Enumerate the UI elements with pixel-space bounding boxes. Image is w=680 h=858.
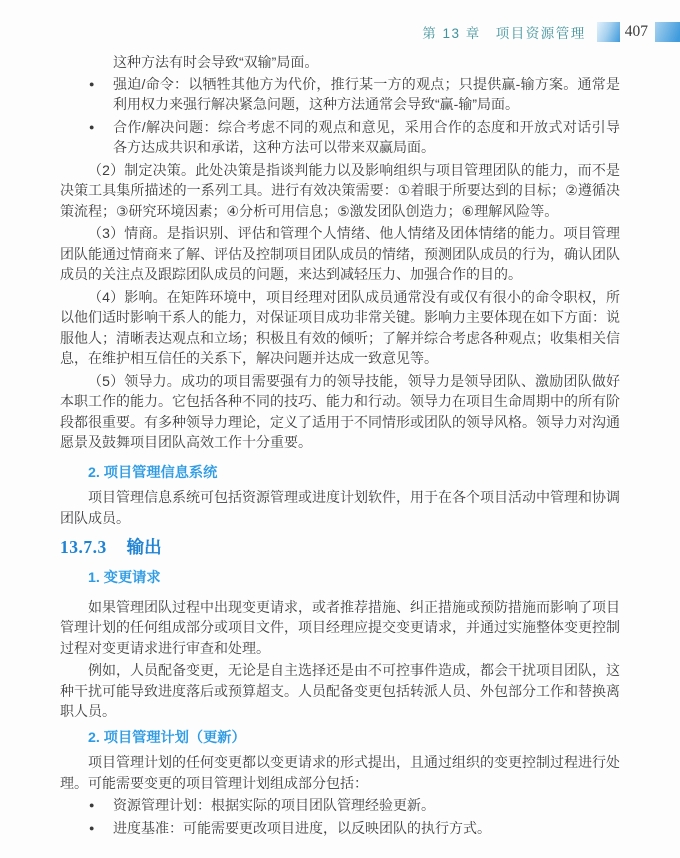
page-edge-badge-icon (655, 22, 680, 42)
paragraph-pm-plan: 项目管理计划的任何变更都以变更请求的形式提出，且通过组织的变更控制过程进行处理。可能需要变更的项目管理计划组成部分包括： (60, 754, 620, 791)
running-header (0, 21, 680, 42)
bullet-text: 资源管理计划：根据实际的项目团队管理经验更新。 (113, 797, 435, 813)
carryover-line: 这种方法有时会导致“双输”局面。 (113, 54, 319, 70)
heading-pmis: 2. 项目管理信息系统 (88, 464, 218, 481)
list-item (60, 74, 620, 115)
section-number: 13.7.3 (60, 537, 107, 557)
paragraph-influence: （4）影响。在矩阵环境中，项目经理对团队成员通常没有或仅有很小的命令职权，所以他们适时影响干系人的能力，对保证项目成功非常关键。影响力主要体现在如下方面：说服他人；清晰表达观点和立场；积极且有效的倾听；了解并综合考虑各种观点；收集相关信息，在维护相互信任的关系下，解决问题并达成一致意见等。 (60, 288, 620, 366)
paragraph-leadership: （5）领导力。成功的项目需要强有力的领导技能，领导力是领导团队、激励团队做好本职工作的能力。它包括各种不同的技巧、能力和行动。领导力在项目生命周期中的所有阶段都很重要。有多种领导力理论，定义了适用于不同情形或团队的领导风格。领导力对沟通愿景及鼓舞项目团队高效工作十分重要。 (60, 372, 620, 450)
paragraph-change-request-1: 如果管理团队过程中出现变更请求，或者推荐措施、纠正措施或预防措施而影响了项目管理计划的任何组成部分或项目文件，项目经理应提交变更请求，并通过实施整体变更控制过程对变更请求进行审查和处理。 (60, 598, 620, 656)
bullet-icon: ● (89, 121, 95, 132)
section-heading-output (60, 534, 620, 560)
list-item (60, 818, 620, 839)
update-bullet-list (60, 795, 620, 838)
list-item (60, 795, 620, 816)
section-title: 输出 (126, 537, 162, 557)
page-number-badge-icon (597, 22, 620, 42)
bullet-icon: ● (89, 78, 95, 89)
chapter-header-label: 第 13 章 项目资源管理 (422, 25, 586, 41)
heading-change-request: 1. 变更请求 (88, 570, 161, 586)
bullet-icon: ● (89, 822, 95, 833)
bullet-text: 合作/解决问题：综合考虑不同的观点和意见，采用合作的态度和开放式对话引导各方达成共识和承诺，这种方法可以带来双赢局面。 (113, 118, 620, 155)
paragraph-decision-making: （2）制定决策。此处决策是指谈判能力以及影响组织与项目管理团队的能力，而不是决策工具集所描述的一系列工具。进行有效决策需要：①着眼于所要达到的目标；②遵循决策流程；③研究环境因素；④分析可用信息；⑤激发团队创造力；⑥理解风险等。 (60, 161, 620, 219)
paragraph-emotional-intelligence: （3）情商。是指识别、评估和管理个人情绪、他人情绪及团体情绪的能力。项目管理团队能通过情商来了解、评估及控制项目团队成员的情绪，预测团队成员的行为，确认团队成员的关注点及跟踪团队成员的问题，来达到减轻压力、加强合作的目的。 (60, 225, 620, 282)
conflict-bullet-list (60, 74, 620, 158)
page-number: 407 (624, 22, 648, 40)
bullet-text: 进度基准：可能需要更改项目进度，以反映团队的执行方式。 (113, 819, 491, 836)
bullet-text: 强迫/命令：以牺牲其他方为代价，推行某一方的观点；只提供赢-输方案。通常是利用权力来强行解决紧急问题，这种方法通常会导致“赢-输”局面。 (113, 75, 620, 112)
heading-pm-plan-update: 2. 项目管理计划（更新） (88, 729, 246, 746)
page-body (60, 52, 620, 840)
bullet-icon: ● (89, 800, 95, 810)
paragraph-change-request-2: 例如，人员配备变更，无论是自主选择还是由不可控事件造成，都会干扰项目团队，这种干扰可能导致进度落后或预算超支。人员配备变更包括转派人员、外包部分工作和替换离职人员。 (60, 662, 620, 719)
list-item (60, 117, 620, 158)
paragraph-pmis: 项目管理信息系统可包括资源管理或进度计划软件，用于在各个项目活动中管理和协调团队成员。 (60, 489, 620, 526)
